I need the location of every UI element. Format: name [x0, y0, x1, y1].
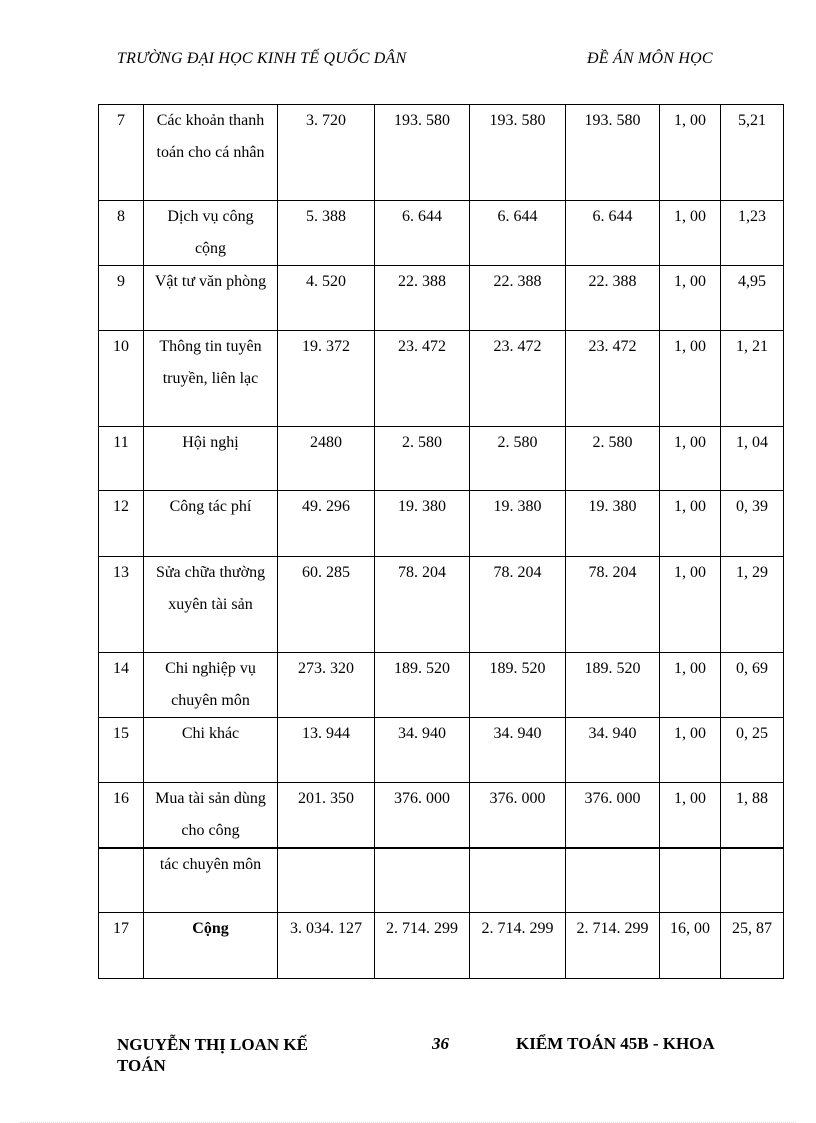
- table-row: [99, 557, 784, 653]
- value-cell: 78. 204: [375, 557, 470, 653]
- item-name-cell: Các khoản thanh toán cho cá nhân: [144, 105, 278, 201]
- row-number-cell: 15: [99, 718, 144, 783]
- value-cell: 2. 714. 299: [470, 912, 566, 978]
- item-name-cell: Hội nghị: [144, 427, 278, 491]
- value-cell: 2480: [278, 427, 375, 491]
- value-cell: 2. 580: [566, 427, 660, 491]
- value-cell: 16, 00: [660, 912, 721, 978]
- table-row: [99, 783, 784, 849]
- table-row: [99, 912, 784, 978]
- value-cell: 22. 388: [470, 266, 566, 331]
- item-name-cell: Mua tài sản dùng cho công: [144, 783, 278, 849]
- item-name-cell: Vật tư văn phòng: [144, 266, 278, 331]
- table-row: [99, 427, 784, 491]
- value-cell: 3. 720: [278, 105, 375, 201]
- value-cell: 78. 204: [566, 557, 660, 653]
- value-cell: 78. 204: [470, 557, 566, 653]
- value-cell: 1, 00: [660, 201, 721, 266]
- value-cell: 376. 000: [375, 783, 470, 849]
- value-cell: 376. 000: [566, 783, 660, 849]
- table-row: [99, 331, 784, 427]
- value-cell: 189. 520: [375, 653, 470, 718]
- value-cell: 189. 520: [470, 653, 566, 718]
- row-number-cell: 17: [99, 912, 144, 978]
- value-cell: 193. 580: [470, 105, 566, 201]
- value-cell: 13. 944: [278, 718, 375, 783]
- table-row: [99, 266, 784, 331]
- value-cell: 3. 034. 127: [278, 912, 375, 978]
- value-cell: 6. 644: [566, 201, 660, 266]
- value-cell: 1,23: [721, 201, 784, 266]
- value-cell: 189. 520: [566, 653, 660, 718]
- header-school: TRƯỜNG ĐẠI HỌC KINH TẾ QUỐC DÂN: [117, 50, 407, 67]
- item-name-cell: Công tác phí: [144, 491, 278, 557]
- value-cell: 1, 00: [660, 491, 721, 557]
- value-cell: [375, 848, 470, 912]
- value-cell: 376. 000: [470, 783, 566, 849]
- value-cell: 1, 00: [660, 718, 721, 783]
- row-number-cell: 8: [99, 201, 144, 266]
- value-cell: 1, 88: [721, 783, 784, 849]
- value-cell: 34. 940: [470, 718, 566, 783]
- item-name-cell: Sửa chữa thường xuyên tài sản: [144, 557, 278, 653]
- value-cell: 1, 00: [660, 783, 721, 849]
- value-cell: 2. 714. 299: [566, 912, 660, 978]
- value-cell: 19. 380: [375, 491, 470, 557]
- value-cell: 19. 380: [470, 491, 566, 557]
- value-cell: 19. 372: [278, 331, 375, 427]
- table-row: [99, 201, 784, 266]
- row-number-cell: 11: [99, 427, 144, 491]
- value-cell: 34. 940: [375, 718, 470, 783]
- value-cell: [470, 848, 566, 912]
- value-cell: 22. 388: [375, 266, 470, 331]
- value-cell: 1, 29: [721, 557, 784, 653]
- value-cell: 1, 04: [721, 427, 784, 491]
- row-number-cell: 16: [99, 783, 144, 849]
- row-number-cell: 10: [99, 331, 144, 427]
- value-cell: 193. 580: [375, 105, 470, 201]
- value-cell: 23. 472: [470, 331, 566, 427]
- value-cell: 273. 320: [278, 653, 375, 718]
- value-cell: 25, 87: [721, 912, 784, 978]
- value-cell: 60. 285: [278, 557, 375, 653]
- item-name-cell: Thông tin tuyên truyền, liên lạc: [144, 331, 278, 427]
- value-cell: 2. 714. 299: [375, 912, 470, 978]
- value-cell: 6. 644: [470, 201, 566, 266]
- row-number-cell: [99, 848, 144, 912]
- item-name-cell: Chi nghiệp vụ chuyên môn: [144, 653, 278, 718]
- value-cell: 49. 296: [278, 491, 375, 557]
- value-cell: 5. 388: [278, 201, 375, 266]
- value-cell: 23. 472: [566, 331, 660, 427]
- value-cell: 201. 350: [278, 783, 375, 849]
- value-cell: [660, 848, 721, 912]
- value-cell: 1, 21: [721, 331, 784, 427]
- value-cell: [278, 848, 375, 912]
- value-cell: 1, 00: [660, 557, 721, 653]
- value-cell: 22. 388: [566, 266, 660, 331]
- row-number-cell: 13: [99, 557, 144, 653]
- value-cell: 1, 00: [660, 331, 721, 427]
- footer-class: KIỂM TOÁN 45B - KHOA: [516, 1034, 715, 1053]
- table-row: [99, 653, 784, 718]
- value-cell: 0, 25: [721, 718, 784, 783]
- value-cell: 2. 580: [470, 427, 566, 491]
- footer-author: NGUYỄN THỊ LOAN KẾ TOÁN: [117, 1035, 308, 1075]
- value-cell: 193. 580: [566, 105, 660, 201]
- page-number: 36: [432, 1034, 449, 1053]
- value-cell: 2. 580: [375, 427, 470, 491]
- value-cell: 4. 520: [278, 266, 375, 331]
- item-name-cell: Chi khác: [144, 718, 278, 783]
- value-cell: [721, 848, 784, 912]
- table-row: [99, 105, 784, 201]
- item-name-cell: Dịch vụ công cộng: [144, 201, 278, 266]
- value-cell: 4,95: [721, 266, 784, 331]
- value-cell: 1, 00: [660, 266, 721, 331]
- value-cell: 5,21: [721, 105, 784, 201]
- table-row: [99, 491, 784, 557]
- value-cell: 1, 00: [660, 105, 721, 201]
- header-title: ĐỀ ÁN MÔN HỌC: [587, 50, 713, 67]
- value-cell: 0, 69: [721, 653, 784, 718]
- row-number-cell: 7: [99, 105, 144, 201]
- value-cell: 23. 472: [375, 331, 470, 427]
- value-cell: 0, 39: [721, 491, 784, 557]
- value-cell: 34. 940: [566, 718, 660, 783]
- item-name-cell: Cộng: [144, 912, 278, 978]
- value-cell: [566, 848, 660, 912]
- budget-table: [98, 104, 784, 979]
- row-number-cell: 9: [99, 266, 144, 331]
- value-cell: 19. 380: [566, 491, 660, 557]
- row-number-cell: 12: [99, 491, 144, 557]
- table-row: [99, 718, 784, 783]
- table-row: [99, 848, 784, 912]
- value-cell: 6. 644: [375, 201, 470, 266]
- value-cell: 1, 00: [660, 427, 721, 491]
- value-cell: 1, 00: [660, 653, 721, 718]
- row-number-cell: 14: [99, 653, 144, 718]
- item-name-cell: tác chuyên môn: [144, 848, 278, 912]
